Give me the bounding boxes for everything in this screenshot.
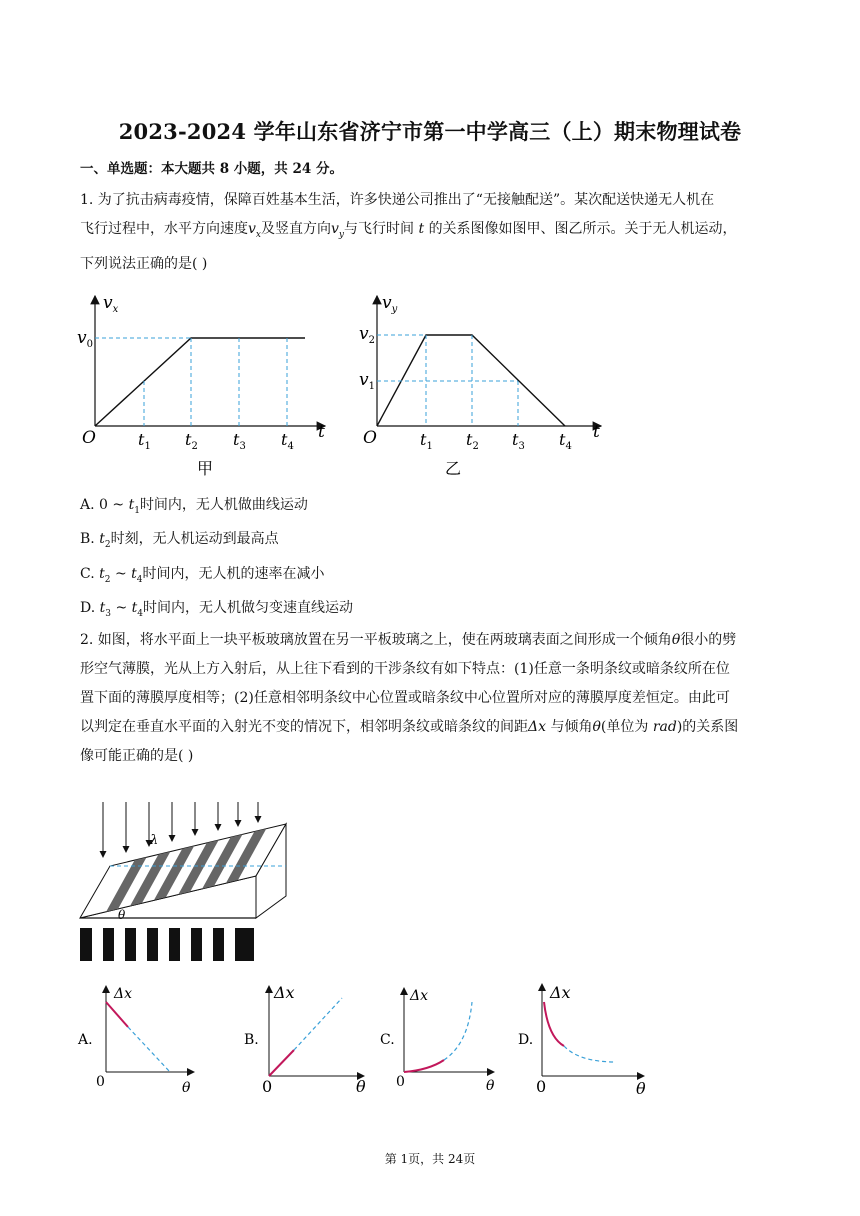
question-2-text	[80, 626, 780, 771]
q1-option-d: D. $t_3$ ~ $t_4$时间内，无人机做匀变速直线运动	[80, 600, 354, 619]
lambda-label: λ	[150, 833, 159, 848]
q1-option-c: C. $t_2$ ~ $t_4$时间内，无人机的速率在减小	[80, 566, 325, 585]
section-heading: 一、单选题：本大题共 8 小题，共 24 分。	[80, 161, 343, 177]
option-d-graph[interactable]	[518, 983, 646, 1098]
q1-option-b: B. $t_2$时刻，无人机运动到最高点	[80, 531, 279, 550]
svg-text:0: 0	[262, 1077, 273, 1096]
t2-label: $t_2$	[185, 430, 198, 452]
svg-text:0: 0	[96, 1074, 105, 1090]
page-footer: 第 1页，共 24页	[384, 1152, 476, 1166]
option-b-graph[interactable]	[244, 983, 366, 1096]
q1-line-1: 1. 为了抗击病毒疫情，保障百姓基本生活，许多快递公司推出了“无接触配送”。某次配送快递无人机在	[80, 192, 715, 208]
svg-text:θ: θ	[486, 1078, 495, 1094]
question-1-text	[80, 186, 780, 279]
vx-curve	[95, 338, 305, 426]
option-c-label: C.	[380, 1032, 395, 1048]
svg-text:θ: θ	[356, 1077, 366, 1096]
option-b-label: B.	[244, 1032, 259, 1048]
svg-text:Δx: Δx	[410, 988, 429, 1004]
q2-line-2: 形空气薄膜，光从上方入射后，从上往下看到的干涉条纹有如下特点：(1)任意一条明条纹或暗条纹所在位	[80, 661, 730, 677]
x-axis-label: t	[593, 422, 600, 442]
wedge-diagram	[78, 800, 290, 966]
t3-label: $t_3$	[233, 430, 246, 452]
t2-label: $t_2$	[466, 430, 479, 452]
v0-label: $v_0$	[77, 328, 93, 350]
option-a-graph[interactable]	[77, 986, 194, 1096]
y-axis-label: $v_x$	[103, 293, 119, 315]
svg-text:0: 0	[396, 1074, 405, 1090]
svg-text:θ: θ	[636, 1079, 646, 1098]
y-axis-label: $v_y$	[382, 293, 398, 315]
q2-line-4: 以判定在垂直水平面的入射光不变的情况下，相邻明条纹或暗条纹的间距Δx 与倾角θ(单位为 rad)的关系图	[80, 719, 739, 735]
origin-label: O	[82, 428, 96, 448]
svg-text:Δx: Δx	[114, 986, 133, 1002]
v2-label: $v_2$	[359, 324, 375, 346]
q2-option-graphs	[74, 982, 664, 1100]
v1-label: $v_1$	[359, 370, 375, 392]
t3-label: $t_3$	[512, 430, 525, 452]
page-title: 2023-2024 学年山东省济宁市第一中学高三（上）期末物理试卷	[118, 119, 742, 144]
option-c-graph[interactable]	[380, 988, 495, 1094]
q2-line-5: 像可能正确的是( )	[80, 748, 194, 764]
svg-text:Δx: Δx	[274, 983, 295, 1002]
x-axis-label: t	[318, 422, 325, 442]
q2-line-1: 2. 如图，将水平面上一块平板玻璃放置在另一平板玻璃之上，使在两玻璃表面之间形成一个倾角θ很小的劈	[80, 632, 737, 648]
svg-text:0: 0	[536, 1077, 547, 1096]
caption-yi: 乙	[445, 459, 462, 478]
graph-jia	[75, 290, 345, 480]
theta-label: θ	[118, 908, 126, 922]
svg-text:Δx: Δx	[550, 983, 571, 1002]
t4-label: $t_4$	[559, 430, 572, 452]
option-d-label: D.	[518, 1032, 534, 1048]
q1-option-a: A. 0 ~ $t_1$时间内，无人机做曲线运动	[80, 497, 308, 516]
q2-line-3: 置下面的薄膜厚度相等；(2)任意相邻明条纹中心位置或暗条纹中心位置所对应的薄膜厚度差恒定。由此可	[80, 690, 730, 706]
caption-jia: 甲	[197, 459, 214, 478]
q1-line-3: 下列说法正确的是( )	[80, 255, 208, 272]
t1-label: $t_1$	[420, 430, 433, 452]
t4-label: $t_4$	[281, 430, 294, 452]
q1-line-2: 飞行过程中，水平方向速度$v_x$及竖直方向$v_y$与飞行时间 t 的关系图像如图甲、图乙所示。关于无人机运动，	[80, 221, 737, 240]
option-a-label: A.	[78, 1032, 93, 1048]
graph-yi	[355, 290, 615, 480]
t1-label: $t_1$	[138, 430, 151, 452]
origin-label: O	[363, 428, 377, 448]
svg-text:θ: θ	[182, 1080, 191, 1096]
